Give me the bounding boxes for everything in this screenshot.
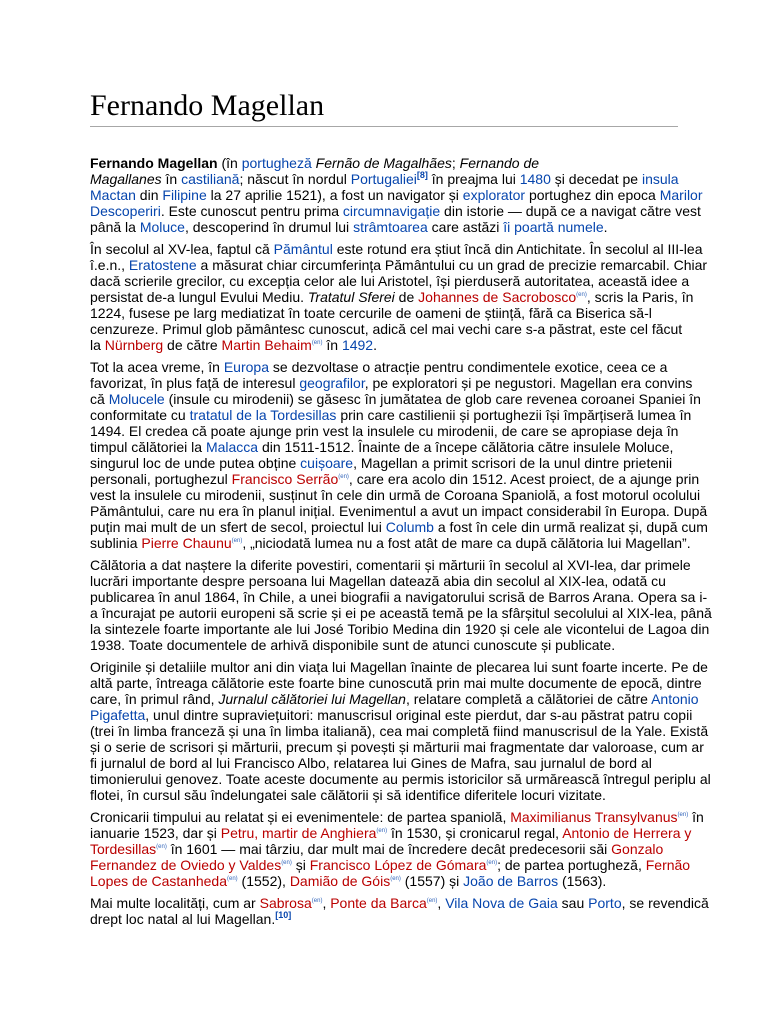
- wiki-link[interactable]: Pământul: [273, 241, 333, 257]
- red-link[interactable]: Damião de Góis: [289, 873, 391, 889]
- interlanguage-link[interactable]: (en): [231, 538, 243, 544]
- text-run: a măsurat chiar circumferința Pământului cu un grad de precizie remarcabil. Chiar dacă scrierile grecilor, cu excepția celor ale lui Aristotel, își pierduseră autoritatea, această idee a persistat de-a lungul Evului Mediu.: [90, 257, 708, 305]
- interlanguage-link[interactable]: (en): [576, 292, 587, 298]
- text-run: și: [291, 857, 310, 873]
- red-link[interactable]: Antonio de Herrera y Tordesillas: [90, 825, 692, 857]
- wiki-link[interactable]: strâmtoarea: [353, 219, 428, 235]
- wiki-link[interactable]: Europa: [223, 359, 269, 375]
- text-run: ; născut în nordul: [239, 171, 351, 187]
- text-run: (1563).: [558, 873, 607, 889]
- wiki-link[interactable]: João de Barros: [463, 873, 559, 889]
- red-link[interactable]: Ponte da Barca: [330, 895, 427, 911]
- text-run: ; de partea portugheză,: [497, 857, 646, 873]
- text-run: , se revendică drept loc natal al lui Magellan.: [90, 895, 709, 927]
- wiki-link[interactable]: castiliană: [181, 171, 240, 187]
- page-title: Fernando Magellan: [90, 89, 325, 122]
- text-run: ,: [322, 895, 331, 911]
- interlanguage-link[interactable]: (en): [486, 860, 498, 866]
- wiki-link[interactable]: geografilor: [299, 375, 365, 391]
- article-content: [90, 89, 712, 933]
- text-run: , „niciodată lumea nu a fost atât de mare ca după călătoria lui Magellan”.: [242, 535, 691, 551]
- article-body: [90, 155, 712, 927]
- text-run: . Este cunoscut pentru prima: [160, 203, 343, 219]
- wiki-link[interactable]: cuișoare: [300, 455, 354, 471]
- text-run: în preajma lui: [427, 171, 520, 187]
- text-run: , descoperind în drumul lui: [184, 219, 354, 235]
- interlanguage-link[interactable]: (en): [311, 340, 323, 346]
- reference-link[interactable]: [10]: [275, 910, 292, 920]
- text-run: de: [394, 289, 419, 305]
- wiki-link[interactable]: 1492: [341, 337, 374, 353]
- text-run: care astăzi: [427, 219, 504, 235]
- paragraph-2: [90, 241, 708, 353]
- wiki-link[interactable]: Columb: [385, 519, 434, 535]
- text-run: în: [322, 337, 342, 353]
- wiki-link[interactable]: insula Mactan: [90, 171, 679, 203]
- wiki-link[interactable]: Porto: [588, 895, 622, 911]
- text-run: la 27 aprilie 1521), a fost un navigator și: [206, 187, 463, 203]
- interlanguage-link[interactable]: (en): [311, 898, 323, 904]
- text-run: din: [135, 187, 163, 203]
- text-run: prin care castilienii și portughezii își împărțiseră lumea în 1494. El credea că poate ajunge prin vest la insulele cu mirodenii, de care se apropiase deja în timpul călătoriei la: [90, 407, 692, 455]
- interlanguage-link[interactable]: (en): [281, 860, 292, 866]
- text-run: se dezvoltase o atracție pentru condimentele exotice, ceea ce a favorizat, în plus față de interesul: [90, 359, 668, 391]
- text-run: și decedat pe: [550, 171, 642, 187]
- interlanguage-link[interactable]: (en): [677, 812, 689, 818]
- paragraph-5: [90, 659, 711, 803]
- red-link[interactable]: Francisco López de Gómara: [309, 857, 487, 873]
- text-run: (1557) și: [400, 873, 464, 889]
- text-run: în ianuarie 1523, dar și: [90, 809, 704, 841]
- red-link[interactable]: Fernão Lopes de Castanheda: [90, 857, 691, 889]
- italic-text: Fernão de Magalhães: [315, 155, 452, 171]
- text-run: în: [161, 171, 182, 187]
- text-run: a fost în cele din urmă realizat și, după cum sublinia: [90, 519, 708, 551]
- text-run: , unul dintre supraviețuitori: manuscrisul original este pierdut, dar s-au păstrat patru copii (trei în limba franceză și una în limba italiană), cea mai completă fiind manuscrisul de la Yale. Există și o serie de scrisori și mărturii, precum și povești și mărturii mai fragmentate dar valoroase, cum ar fi jurnalul de bord al lui Francisco Albo, relatarea lui Gines de Mafra, sau jurnalul de bord al timonierului genovez. Toate aceste documente au permis istoricilor să urmărească întregul periplu al flotei, în cursul său îndelungatei sale călătorii și să identifice diferitele locuri vizitate.: [90, 707, 711, 803]
- paragraph-4: [90, 557, 712, 653]
- text-run: în 1530, și cronicarul regal,: [387, 825, 563, 841]
- bold-text: Fernando Magellan: [90, 155, 218, 171]
- wiki-link[interactable]: Vila Nova de Gaia: [445, 895, 558, 911]
- text-run: ;: [451, 155, 460, 171]
- title-divider: [90, 126, 678, 127]
- text-run: .: [373, 337, 377, 353]
- interlanguage-link[interactable]: (en): [156, 844, 167, 850]
- paragraph-6: [90, 809, 704, 889]
- wiki-link[interactable]: Molucele: [108, 391, 165, 407]
- interlanguage-link[interactable]: (en): [227, 876, 238, 882]
- text-run: , Magellan a primit scrisori de la unul dintre prietenii personali, portughezul: [90, 455, 673, 487]
- interlanguage-link[interactable]: (en): [376, 828, 388, 834]
- text-run: , care era acolo din 1512. Acest proiect, de a ajunge prin vest la insulele cu mirodenii, susținut în cele din urmă de Coroana Spaniolă, a fost motorul ocolului Pământului, care nu era în planul inițial. Evenimentul a avut un impact considerabil în Europa. După puțin mai mult de un sfert de secol, proiectul lui: [90, 471, 708, 535]
- red-link[interactable]: Petru, martir de Anghiera: [220, 825, 377, 841]
- italic-text: Jurnalul călătoriei lui Magellan: [218, 691, 406, 707]
- red-link[interactable]: Pierre Chaunu: [141, 535, 232, 551]
- paragraph-1: [90, 155, 703, 235]
- wiki-link[interactable]: Filipine: [162, 187, 207, 203]
- text-run: , scris la Paris, în 1224, fusese pe larg mediatizat în toate cercurile de oameni de știință, fără ca Biserica să-l cenzureze. Primul glob pământesc cunoscut, adică cel mai vechi care s-a păstrat, este cel făcut la: [90, 289, 694, 353]
- text-run: de către: [163, 337, 222, 353]
- text-run: , pe exploratori și pe negustori. Magellan era convins că: [90, 375, 693, 407]
- red-link[interactable]: Gonzalo Fernandez de Oviedo y Valdes: [90, 841, 664, 873]
- wiki-link[interactable]: tratatul de la Tordesillas: [189, 407, 337, 423]
- interlanguage-link[interactable]: (en): [390, 876, 401, 882]
- red-link[interactable]: Martin Behaim: [221, 337, 312, 353]
- interlanguage-link[interactable]: (en): [338, 474, 349, 480]
- text-run: din istorie — după ce a navigat către vest până la: [90, 203, 701, 235]
- text-run: Mai multe localități, cum ar: [90, 895, 260, 911]
- wiki-link[interactable]: 1480: [519, 171, 551, 187]
- paragraph-3: [90, 359, 708, 551]
- text-run: Tot la acea vreme, în: [90, 359, 224, 375]
- wiki-link[interactable]: Portugaliei: [350, 171, 417, 187]
- text-run: Călătoria a dat naștere la diferite povestiri, comentarii și mărturii în secolul al XVI-lea, dar primele lucrări importante despre persoana lui Magellan datează abia din secolul al XIX-lea, odată cu publicarea în anul 1864, în Chile, a unei biografii a navigatorului scrisă de Barros Arana. Opera sa i- a încurajat pe autorii europeni să scrie și ei pe această temă pe la sfârșitul secolului al XIX-lea, până la sintezele foarte importante ale lui José Toribio Medina din 1920 și cele ale vicontelui de Lagoa din 1938. Toate documentele de arhivă disponibile sunt de atunci cunoscute și publicate.: [90, 557, 712, 653]
- wiki-link[interactable]: Antonio Pigafetta: [90, 691, 699, 723]
- red-link[interactable]: Maximilianus Transylvanus: [510, 809, 678, 825]
- text-run: ,: [437, 895, 446, 911]
- red-link[interactable]: Sabrosa: [259, 895, 312, 911]
- wiki-link[interactable]: circumnavigație: [342, 203, 441, 219]
- text-run: în 1601 — mai târziu, dar mult mai de încredere decât predecesorii săi: [166, 841, 612, 857]
- text-run: (în: [217, 155, 242, 171]
- red-link[interactable]: Francisco Serrão: [231, 471, 339, 487]
- text-run: .: [603, 219, 608, 235]
- wiki-link[interactable]: explorator: [462, 187, 526, 203]
- text-run: , relatare completă a călătoriei de către: [405, 691, 652, 707]
- paragraph-7: [90, 895, 709, 927]
- wiki-link[interactable]: Marilor Descoperiri: [90, 187, 703, 219]
- text-run: În secolul al XV-lea, faptul că: [90, 241, 274, 257]
- text-run: (1552),: [237, 873, 290, 889]
- wiki-link[interactable]: Moluce: [139, 219, 185, 235]
- text-run: Originile și detaliile multor ani din viața lui Magellan înainte de plecarea lui sunt foarte incerte. Pe de altă parte, întreaga călătorie este foarte bine cunoscută prin mai multe documente de epocă, dintre care, în primul rând,: [90, 659, 708, 707]
- wiki-link[interactable]: îi poartă numele: [503, 219, 604, 235]
- italic-text: Tratatul Sferei: [307, 289, 395, 305]
- wiki-link[interactable]: Eratostene: [128, 257, 197, 273]
- text-run: din 1511-1512. Înainte de a începe călătoria către insulele Moluce, singurul loc de unde putea obține: [90, 439, 674, 471]
- red-link[interactable]: Nürnberg: [104, 337, 164, 353]
- wiki-link[interactable]: Malacca: [205, 439, 259, 455]
- text-run: sau: [557, 895, 589, 911]
- text-run: Cronicarii timpului au relatat și ei evenimentele: de partea spaniolă,: [90, 809, 511, 825]
- interlanguage-link[interactable]: (en): [426, 898, 438, 904]
- text-run: (insule cu mirodenii) se găsesc în jumătatea de glob care revenea coroanei Spaniei în conformitate cu: [90, 391, 701, 423]
- text-run: portughez din epoca: [525, 187, 660, 203]
- reference-link[interactable]: [8]: [416, 170, 428, 180]
- red-link[interactable]: Johannes de Sacrobosco: [418, 289, 577, 305]
- italic-text: Fernando de Magallanes: [90, 155, 540, 187]
- wiki-link[interactable]: portugheză: [241, 155, 312, 171]
- text-run: este rotund era știut încă din Antichitate. În secolul al III-lea î.e.n.,: [90, 241, 703, 273]
